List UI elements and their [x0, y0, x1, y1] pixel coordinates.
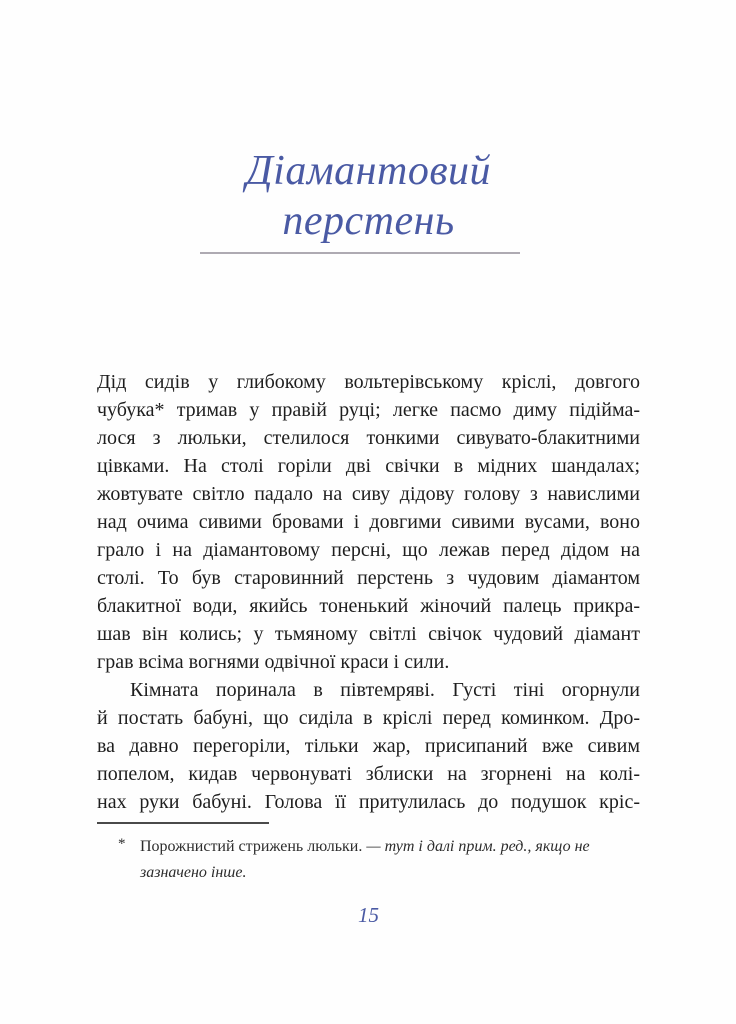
text-line: попелом, кидав червонуваті зблиски на згорнені на колі- — [97, 763, 640, 785]
text-line: лося з люльки, стелилося тонкими сивувато-блакитними — [97, 427, 640, 449]
page-number: 15 — [358, 903, 379, 927]
text-line: шав він колись; у тьмяному світлі свічок чудовий діамант — [97, 623, 640, 645]
footnote-text — [140, 834, 637, 886]
text-line: над очима сивими бровами і довгими сивими вусами, воно — [97, 511, 640, 533]
title-rule — [200, 252, 520, 254]
text-line: столі. То був старовинний перстень з чудовим діамантом — [97, 567, 640, 589]
text-line: цівками. На столі горіли дві свічки в мідних шандалах; — [97, 455, 640, 477]
footnote-marker: * — [118, 836, 126, 852]
footnote — [97, 834, 640, 886]
text-line: блакитної води, якийсь тоненький жіночий палець прикра- — [97, 595, 640, 617]
chapter-title-line-1: Діамантовий — [245, 148, 492, 194]
chapter-title — [97, 146, 640, 246]
body-text — [97, 368, 640, 816]
chapter-title-line-2: перстень — [282, 198, 455, 244]
text-line: грало і на діамантовому персні, що лежав перед дідом на — [97, 539, 640, 561]
text-line: грав всіма вогнями одвічної краси і сили. — [97, 651, 450, 673]
text-line: жовтувате світло падало на сиву дідову голову з навислими — [97, 483, 640, 505]
text-line: чубука* тримав у правій руці; легке пасмо диму підійма- — [97, 399, 640, 421]
text-line: Дід сидів у глибокому вольтерівському кріслі, довгого — [97, 371, 640, 393]
text-line: й постать бабуні, що сиділа в кріслі перед коминком. Дро- — [97, 707, 640, 729]
text-line: ва давно перегоріли, тільки жар, присипаний вже сивим — [97, 735, 640, 757]
footnote-text-italic: — тут і далі прим. ред., якщо не зазначено інше. — [140, 838, 590, 881]
footnote-rule — [97, 822, 269, 824]
footnote-text-regular: Порожнистий стрижень люльки. — [140, 838, 363, 855]
text-line: нах руки бабуні. Голова її притулилась до подушок кріс- — [97, 791, 640, 813]
text-line: Кімната поринала в півтемряві. Густі тіні огорнули — [130, 679, 640, 701]
